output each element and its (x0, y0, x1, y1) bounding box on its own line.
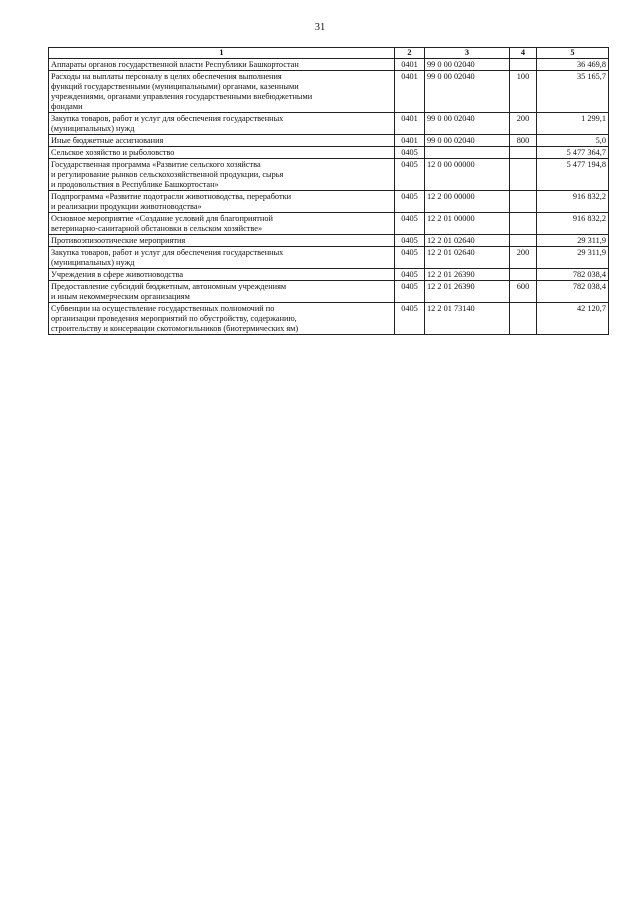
row-type: 200 (510, 247, 537, 269)
budget-table (48, 47, 609, 335)
row-amount: 782 038,4 (537, 281, 609, 303)
table-row (49, 147, 609, 159)
row-code: 12 2 00 00000 (425, 191, 510, 213)
column-header-section: 2 (395, 48, 425, 59)
row-code: 12 2 01 02640 (425, 247, 510, 269)
row-name: Государственная программа «Развитие сельского хозяйства и регулирование рынков сельскохозяйственной продукции, сырья и продовольствия в Республике Башкортостан» (49, 159, 395, 191)
row-type (510, 159, 537, 191)
row-section: 0405 (395, 247, 425, 269)
row-type (510, 147, 537, 159)
row-name: Закупка товаров, работ и услуг для обеспечения государственных (муниципальных) нужд (49, 113, 395, 135)
table-row (49, 281, 609, 303)
row-code: 99 0 00 02040 (425, 135, 510, 147)
row-section: 0405 (395, 159, 425, 191)
row-amount: 36 469,8 (537, 59, 609, 71)
table-header-row (49, 48, 609, 59)
row-amount: 5,0 (537, 135, 609, 147)
table-row (49, 247, 609, 269)
row-type (510, 191, 537, 213)
row-name: Субвенции на осуществление государственных полномочий по организации проведения мероприятий по обустройству, содержанию, строительству и консервации скотомогильников (биотермических ям) (49, 303, 395, 335)
row-amount: 5 477 364,7 (537, 147, 609, 159)
row-amount: 916 832,2 (537, 213, 609, 235)
table-row (49, 303, 609, 335)
table-row (49, 59, 609, 71)
table-row (49, 159, 609, 191)
row-amount: 782 038,4 (537, 269, 609, 281)
row-section: 0405 (395, 147, 425, 159)
page-number: 31 (314, 22, 326, 33)
column-header-amount: 5 (537, 48, 609, 59)
row-type (510, 269, 537, 281)
row-amount: 29 311,9 (537, 247, 609, 269)
table-row (49, 213, 609, 235)
row-code (425, 147, 510, 159)
row-section: 0405 (395, 281, 425, 303)
table-row (49, 135, 609, 147)
row-name: Основное мероприятие «Создание условий для благоприятной ветеринарно-санитарной обстановки в сельском хозяйстве» (49, 213, 395, 235)
row-code: 99 0 00 02040 (425, 113, 510, 135)
row-code: 12 2 01 73140 (425, 303, 510, 335)
row-code: 99 0 00 02040 (425, 59, 510, 71)
row-name: Иные бюджетные ассигнования (49, 135, 395, 147)
row-section: 0401 (395, 71, 425, 113)
row-type (510, 235, 537, 247)
row-code: 12 2 01 02640 (425, 235, 510, 247)
row-type (510, 59, 537, 71)
row-name: Сельское хозяйство и рыболовство (49, 147, 395, 159)
row-section: 0405 (395, 213, 425, 235)
row-type: 600 (510, 281, 537, 303)
table-row (49, 269, 609, 281)
row-name: Расходы на выплаты персоналу в целях обеспечения выполнения функций государственными (муниципальными) органами, казенными учреждениями, органами управления государственными внебюджетными фондами (49, 71, 395, 113)
table-row (49, 235, 609, 247)
row-section: 0405 (395, 235, 425, 247)
column-header-name: 1 (49, 48, 395, 59)
row-name: Закупка товаров, работ и услуг для обеспечения государственных (муниципальных) нужд (49, 247, 395, 269)
table-row (49, 71, 609, 113)
row-amount: 29 311,9 (537, 235, 609, 247)
row-code: 12 0 00 00000 (425, 159, 510, 191)
row-code: 12 2 01 26390 (425, 269, 510, 281)
row-section: 0401 (395, 135, 425, 147)
row-section: 0405 (395, 303, 425, 335)
row-amount: 35 165,7 (537, 71, 609, 113)
row-amount: 42 120,7 (537, 303, 609, 335)
row-name: Аппараты органов государственной власти Республики Башкортостан (49, 59, 395, 71)
row-code: 12 2 01 00000 (425, 213, 510, 235)
row-type: 800 (510, 135, 537, 147)
row-code: 12 2 01 26390 (425, 281, 510, 303)
column-header-code: 3 (425, 48, 510, 59)
row-type: 100 (510, 71, 537, 113)
row-section: 0405 (395, 269, 425, 281)
row-type: 200 (510, 113, 537, 135)
table-row (49, 191, 609, 213)
row-name: Предоставление субсидий бюджетным, автономным учреждениям и иным некоммерческим организациям (49, 281, 395, 303)
column-header-type: 4 (510, 48, 537, 59)
row-amount: 916 832,2 (537, 191, 609, 213)
row-name: Подпрограмма «Развитие подотрасли животноводства, переработки и реализации продукции животноводства» (49, 191, 395, 213)
row-code: 99 0 00 02040 (425, 71, 510, 113)
row-amount: 1 299,1 (537, 113, 609, 135)
row-amount: 5 477 194,8 (537, 159, 609, 191)
row-name: Учреждения в сфере животноводства (49, 269, 395, 281)
table-row (49, 113, 609, 135)
row-section: 0405 (395, 191, 425, 213)
row-section: 0401 (395, 113, 425, 135)
row-section: 0401 (395, 59, 425, 71)
row-name: Противоэпизоотические мероприятия (49, 235, 395, 247)
row-type (510, 213, 537, 235)
row-type (510, 303, 537, 335)
